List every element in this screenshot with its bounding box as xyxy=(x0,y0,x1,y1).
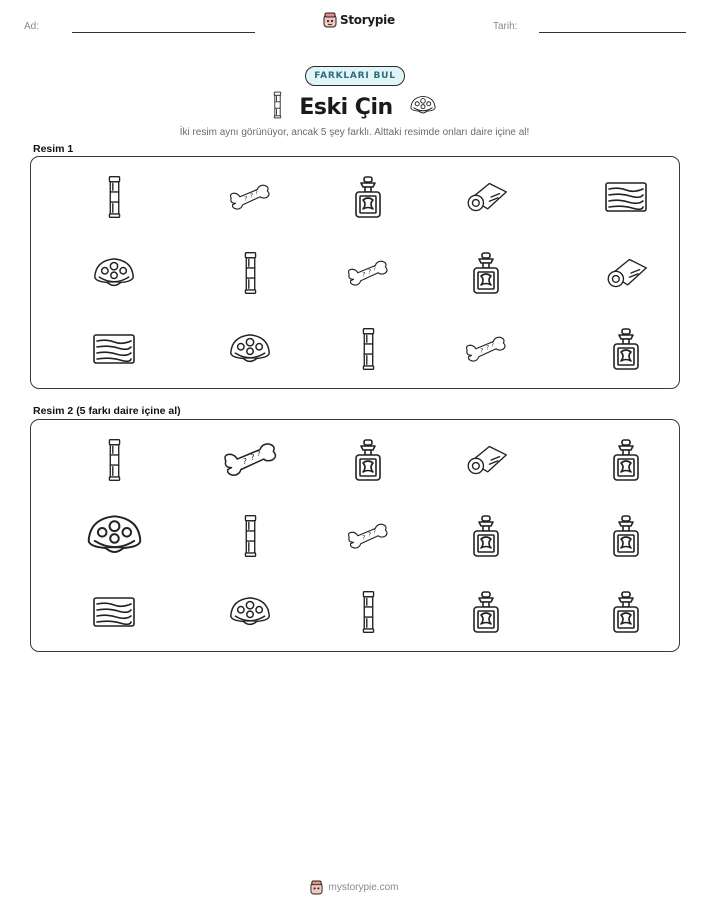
footer xyxy=(0,880,709,895)
activity-badge: FARKLARI BUL xyxy=(305,66,405,86)
picture2-item[interactable] xyxy=(215,506,285,566)
footer-site[interactable]: mystorypie.com xyxy=(328,882,399,893)
picture2-item[interactable] xyxy=(451,506,521,566)
picture2-item[interactable] xyxy=(79,506,149,566)
bamboo-scroll-icon xyxy=(106,438,123,482)
picture2-item[interactable] xyxy=(215,582,285,642)
svg-text:?: ? xyxy=(480,347,484,354)
date-label: Tarih: xyxy=(493,21,518,32)
wood-plank-icon xyxy=(92,595,136,629)
storypie-logo xyxy=(323,12,395,28)
svg-text:?: ? xyxy=(368,269,372,275)
svg-text:?: ? xyxy=(373,529,376,536)
svg-text:?: ? xyxy=(362,534,366,541)
date-line[interactable] xyxy=(539,32,686,33)
picture1-item xyxy=(215,243,285,303)
storypie-mascot-icon xyxy=(323,12,337,28)
svg-text:?: ? xyxy=(250,193,254,199)
picture2-item[interactable] xyxy=(215,430,285,490)
picture1-item xyxy=(451,167,521,227)
picture1-item xyxy=(79,167,149,227)
turtle-shell-icon xyxy=(228,331,272,368)
picture1-label: Resim 1 xyxy=(33,143,74,155)
oracle-bone-icon xyxy=(228,183,272,212)
brand-name: Storypie xyxy=(340,13,395,27)
picture2-item[interactable] xyxy=(591,582,661,642)
picture2-item[interactable] xyxy=(451,430,521,490)
picture1-item xyxy=(451,243,521,303)
perfume-bottle-icon xyxy=(471,251,501,295)
paper-roll-icon xyxy=(604,256,648,290)
oracle-bone-icon xyxy=(346,259,390,288)
picture1-item xyxy=(451,319,521,379)
picture2-item[interactable] xyxy=(79,430,149,490)
bamboo-scroll-icon xyxy=(242,251,259,295)
picture1-item xyxy=(215,167,285,227)
picture1-item xyxy=(333,319,403,379)
perfume-bottle-icon xyxy=(353,438,383,482)
storypie-mascot-icon xyxy=(310,880,323,895)
oracle-bone-icon xyxy=(222,441,279,479)
picture2-panel[interactable] xyxy=(30,419,680,652)
picture1-item xyxy=(333,243,403,303)
svg-text:?: ? xyxy=(256,450,261,459)
svg-text:?: ? xyxy=(362,271,366,278)
bamboo-scroll-icon xyxy=(106,175,123,219)
svg-text:?: ? xyxy=(491,342,494,349)
svg-text:?: ? xyxy=(368,532,372,538)
svg-text:?: ? xyxy=(255,190,258,197)
picture1-item xyxy=(79,243,149,303)
picture1-item xyxy=(591,319,661,379)
wood-plank-icon xyxy=(92,332,136,366)
turtle-shell-icon xyxy=(85,511,144,561)
picture1-item xyxy=(591,167,661,227)
picture2-item[interactable] xyxy=(333,506,403,566)
picture2-item[interactable] xyxy=(333,430,403,490)
perfume-bottle-icon xyxy=(611,514,641,558)
paper-roll-icon xyxy=(464,180,508,214)
svg-text:?: ? xyxy=(486,345,490,351)
oracle-bone-icon xyxy=(464,335,508,364)
title-icon-left xyxy=(272,91,283,123)
picture2-item[interactable] xyxy=(591,430,661,490)
picture2-item[interactable] xyxy=(333,582,403,642)
picture2-label: Resim 2 (5 farkı daire içine al) xyxy=(33,405,181,417)
title-row xyxy=(0,91,709,123)
picture1-item xyxy=(215,319,285,379)
bamboo-scroll-icon xyxy=(360,327,377,371)
bamboo-scroll-icon xyxy=(272,91,283,119)
picture2-item[interactable] xyxy=(591,506,661,566)
name-line[interactable] xyxy=(72,32,255,33)
wood-plank-icon xyxy=(604,180,648,214)
perfume-bottle-icon xyxy=(611,438,641,482)
turtle-shell-icon xyxy=(228,594,272,631)
instructions: İki resim aynı görünüyor, ancak 5 şey farklı. Alttaki resimde onları daire içine al! xyxy=(179,127,530,138)
picture2-item[interactable] xyxy=(79,582,149,642)
turtle-shell-icon xyxy=(92,255,136,292)
turtle-shell-icon xyxy=(409,94,437,117)
perfume-bottle-icon xyxy=(471,590,501,634)
svg-text:?: ? xyxy=(373,266,376,273)
picture1-item xyxy=(591,243,661,303)
picture1-item xyxy=(79,319,149,379)
perfume-bottle-icon xyxy=(353,175,383,219)
paper-roll-icon xyxy=(464,443,508,477)
picture2-item[interactable] xyxy=(451,582,521,642)
oracle-bone-icon xyxy=(346,522,390,551)
svg-text:?: ? xyxy=(242,456,247,466)
picture1-panel xyxy=(30,156,680,389)
picture1-item xyxy=(333,167,403,227)
name-label: Ad: xyxy=(24,21,40,32)
perfume-bottle-icon xyxy=(611,327,641,371)
bamboo-scroll-icon xyxy=(360,590,377,634)
title-icon-right xyxy=(409,94,437,121)
svg-text:?: ? xyxy=(250,453,255,462)
svg-text:?: ? xyxy=(244,195,248,202)
perfume-bottle-icon xyxy=(471,514,501,558)
perfume-bottle-icon xyxy=(611,590,641,634)
page-title: Eski Çin xyxy=(299,94,393,120)
bamboo-scroll-icon xyxy=(242,514,259,558)
